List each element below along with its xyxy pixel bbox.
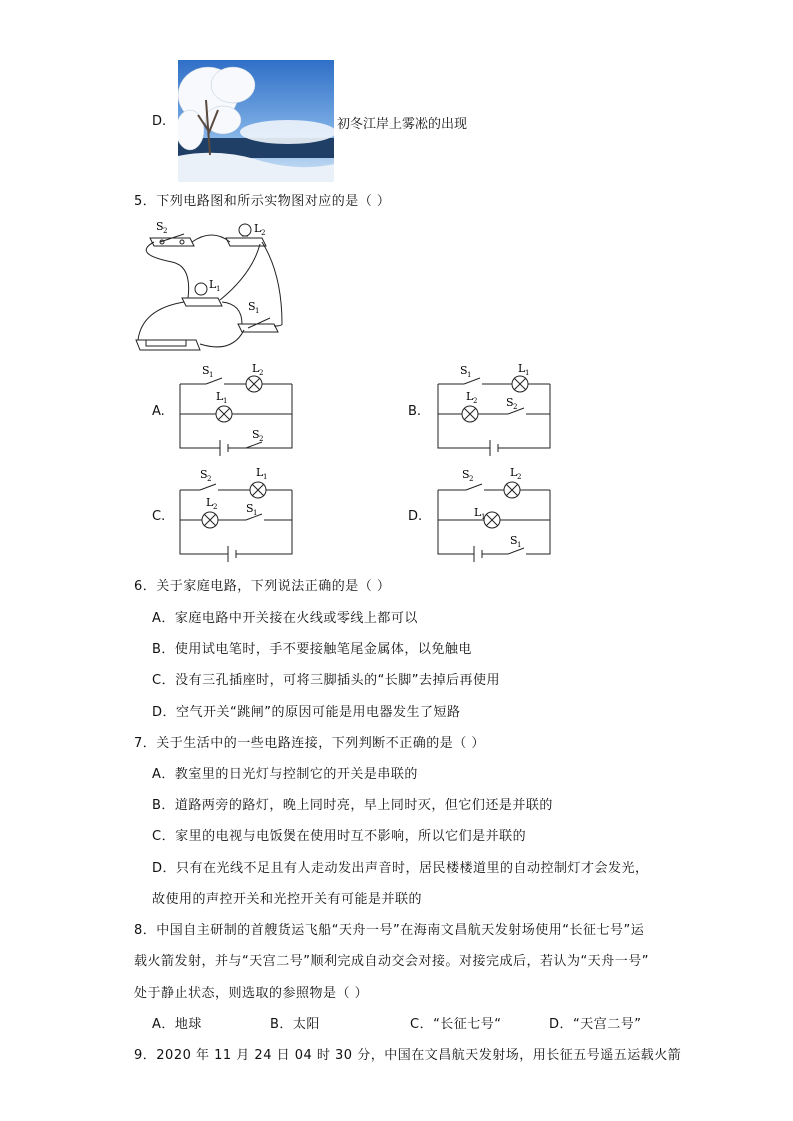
q7-option-d-line2: 故使用的声控开关和光控开关有可能是并联的 [152, 892, 423, 907]
real-l1-label: L [209, 278, 217, 291]
svg-text:2: 2 [473, 397, 478, 405]
svg-text:1: 1 [525, 369, 530, 377]
svg-text:1: 1 [209, 371, 214, 379]
svg-text:2: 2 [207, 475, 212, 483]
q5-option-c-key: C. [152, 509, 166, 524]
q4-option-d-label: D. [152, 114, 167, 129]
q8-option-b: B．太阳 [270, 1017, 320, 1032]
svg-text:L: L [256, 466, 264, 479]
svg-text:1: 1 [467, 371, 472, 379]
svg-text:L: L [206, 496, 214, 509]
q8-option-d: D．“天宫二号” [549, 1017, 642, 1032]
svg-text:S: S [460, 364, 468, 377]
svg-text:L: L [252, 362, 260, 375]
svg-text:1: 1 [481, 513, 486, 521]
q8-stem-line2: 载火箭发射，并与“天宫二号”顺利完成自动交会对接。对接完成后，若认为“天舟一号” [134, 954, 649, 969]
svg-text:L: L [466, 390, 474, 403]
svg-text:1: 1 [263, 473, 268, 481]
q6-option-a: A．家庭电路中开关接在火线或零线上都可以 [152, 611, 418, 626]
circuit-option-b [428, 360, 558, 464]
svg-text:S: S [510, 534, 518, 547]
svg-text:2: 2 [259, 435, 264, 443]
svg-text:1: 1 [253, 509, 258, 517]
q6-option-b: B．使用试电笔时，手不要接触笔尾金属体，以免触电 [152, 642, 472, 657]
svg-text:1: 1 [223, 397, 228, 405]
svg-text:S: S [246, 502, 254, 515]
q9-stem-line1: 9．2020 年 11 月 24 日 04 时 30 分，中国在文昌航天发射场，用长征五号遥五运载火箭 [134, 1048, 682, 1063]
q7-option-b: B．道路两旁的路灯，晚上同时亮，早上同时灭，但它们还是并联的 [152, 798, 553, 813]
q5-option-b-key: B. [408, 404, 422, 419]
q5-option-a-key: A. [152, 404, 165, 419]
real-s1-sub: 1 [255, 307, 260, 315]
svg-text:S: S [506, 396, 514, 409]
real-l1-sub: 1 [216, 285, 221, 293]
svg-text:S: S [200, 468, 208, 481]
q8-stem-line3: 处于静止状态，则选取的参照物是（ ） [134, 986, 369, 1001]
real-s1-label: S [248, 300, 256, 313]
svg-text:2: 2 [469, 475, 474, 483]
q8-option-a: A．地球 [152, 1017, 202, 1032]
real-s2-sub: 2 [163, 227, 168, 235]
real-l2-sub: 2 [261, 229, 266, 237]
circuit-option-c [170, 462, 300, 562]
q7-option-c: C．家里的电视与电饭煲在使用时互不影响，所以它们是并联的 [152, 829, 527, 844]
q5-option-d-key: D. [408, 509, 423, 524]
q8-stem-line1: 8．中国自主研制的首艘货运飞船“天舟一号”在海南文昌航天发射场使用“长征七号”运 [134, 923, 645, 938]
q7-option-a: A．教室里的日光灯与控制它的开关是串联的 [152, 767, 418, 782]
q8-option-c: C．“长征七号“ [410, 1017, 502, 1032]
svg-text:L: L [510, 466, 518, 479]
q5-stem: 5．下列电路图和所示实物图对应的是（ ） [134, 194, 391, 209]
svg-text:S: S [252, 428, 260, 441]
q6-option-c: C．没有三孔插座时，可将三脚插头的“长脚”去掉后再使用 [152, 673, 501, 688]
svg-text:L: L [474, 506, 482, 519]
circuit-photo-drawing [132, 214, 292, 356]
svg-text:2: 2 [513, 403, 518, 411]
rime-photo [178, 60, 334, 182]
svg-text:1: 1 [517, 541, 522, 549]
q7-option-d-line1: D．只有在光线不足且有人走动发出声音时，居民楼楼道里的自动控制灯才会发光， [152, 861, 649, 876]
real-s2-label: S [156, 220, 164, 233]
circuit-option-a [170, 360, 300, 458]
svg-text:2: 2 [213, 503, 218, 511]
q6-option-d: D．空气开关“跳闸”的原因可能是用电器发生了短路 [152, 705, 461, 720]
svg-text:S: S [202, 364, 210, 377]
q6-stem: 6．关于家庭电路，下列说法正确的是（ ） [134, 579, 391, 594]
svg-text:2: 2 [517, 473, 522, 481]
q7-stem: 7．关于生活中的一些电路连接，下列判断不正确的是（ ） [134, 736, 485, 751]
svg-text:L: L [518, 362, 526, 375]
q4-option-d-caption: 初冬江岸上雾凇的出现 [337, 117, 468, 132]
circuit-option-d [428, 462, 558, 566]
svg-text:L: L [216, 390, 224, 403]
svg-text:S: S [462, 468, 470, 481]
svg-text:2: 2 [259, 369, 264, 377]
real-l2-label: L [254, 222, 262, 235]
